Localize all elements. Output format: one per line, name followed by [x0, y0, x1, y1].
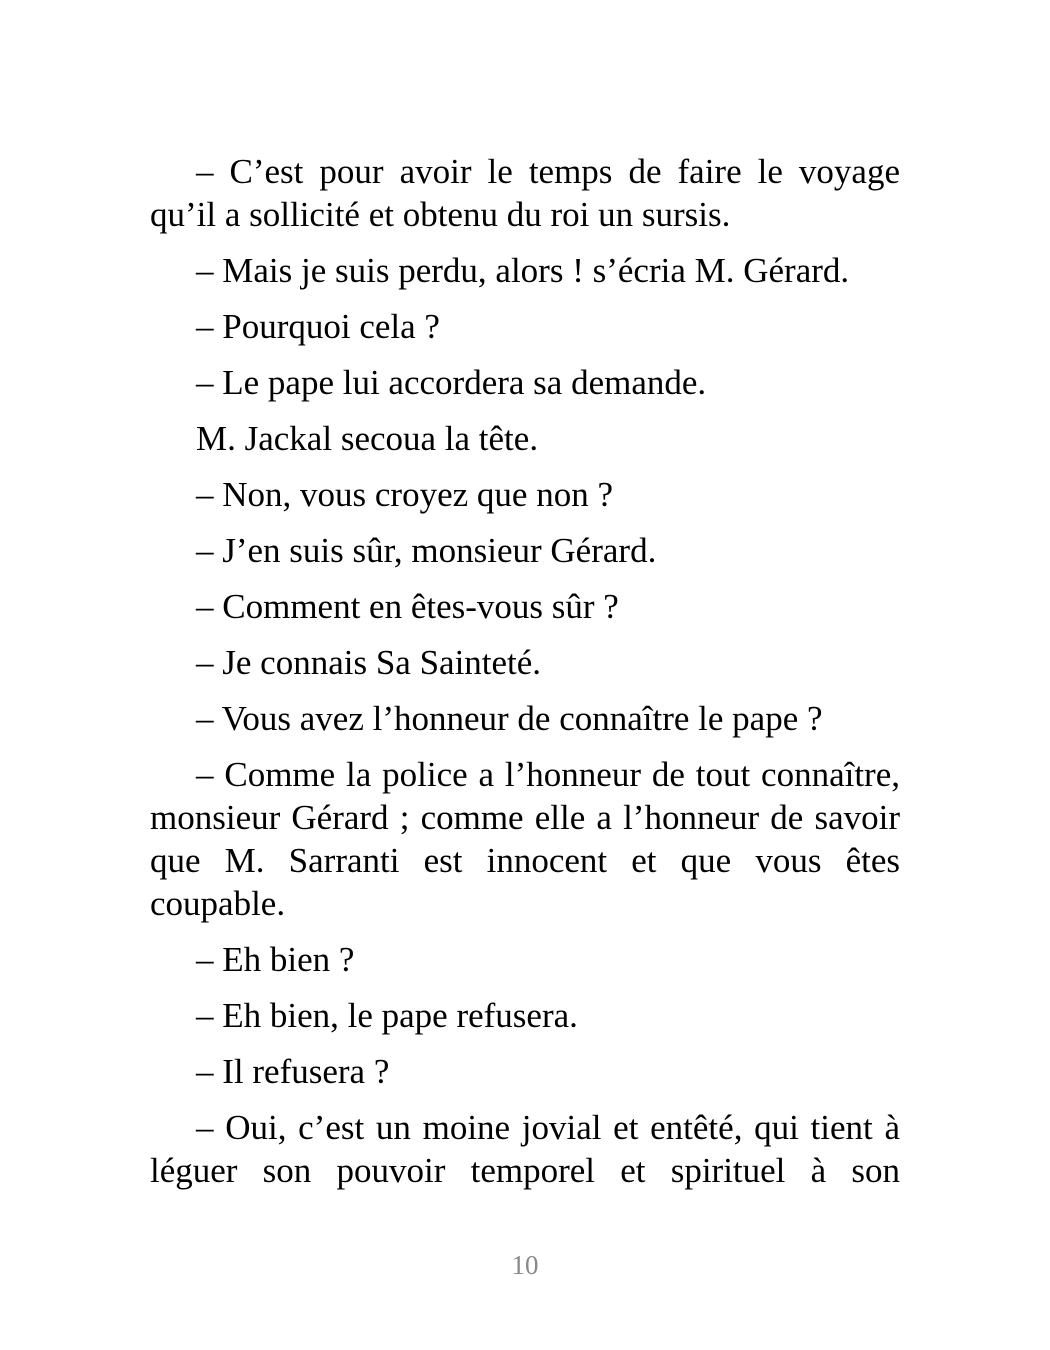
paragraph-12: – Eh bien ? — [196, 940, 355, 979]
paragraph-15: – Oui, c’est un moine jovial et entêté, qui tient à léguer son pouvoir temporel et spirituel à son — [150, 1108, 900, 1190]
paragraph-6: – Non, vous croyez que non ? — [196, 475, 613, 514]
paragraph-7: – J’en suis sûr, monsieur Gérard. — [196, 531, 657, 570]
paragraph-2: – Mais je suis perdu, alors ! s’écria M. Gérard. — [196, 251, 850, 290]
paragraph-3: – Pourquoi cela ? — [196, 307, 440, 346]
page-number: 10 — [511, 1250, 539, 1280]
page-text — [150, 150, 900, 1205]
paragraph-9: – Je connais Sa Sainteté. — [196, 643, 542, 682]
paragraph-1: – C’est pour avoir le temps de faire le voyage qu’il a sollicité et obtenu du roi un sursis. — [150, 152, 900, 234]
paragraph-8: – Comment en êtes-vous sûr ? — [196, 587, 619, 626]
paragraph-13: – Eh bien, le pape refusera. — [196, 996, 578, 1035]
paragraph-10: – Vous avez l’honneur de connaître le pape ? — [196, 699, 823, 738]
paragraph-11: – Comme la police a l’honneur de tout connaître, monsieur Gérard ; comme elle a l’honneur de savoir que M. Sarranti est innocent et que vous êtes coupable. — [150, 755, 900, 923]
paragraph-4: – Le pape lui accordera sa demande. — [196, 363, 707, 402]
paragraph-14: – Il refusera ? — [196, 1052, 390, 1091]
paragraph-5: M. Jackal secoua la tête. — [196, 419, 539, 458]
